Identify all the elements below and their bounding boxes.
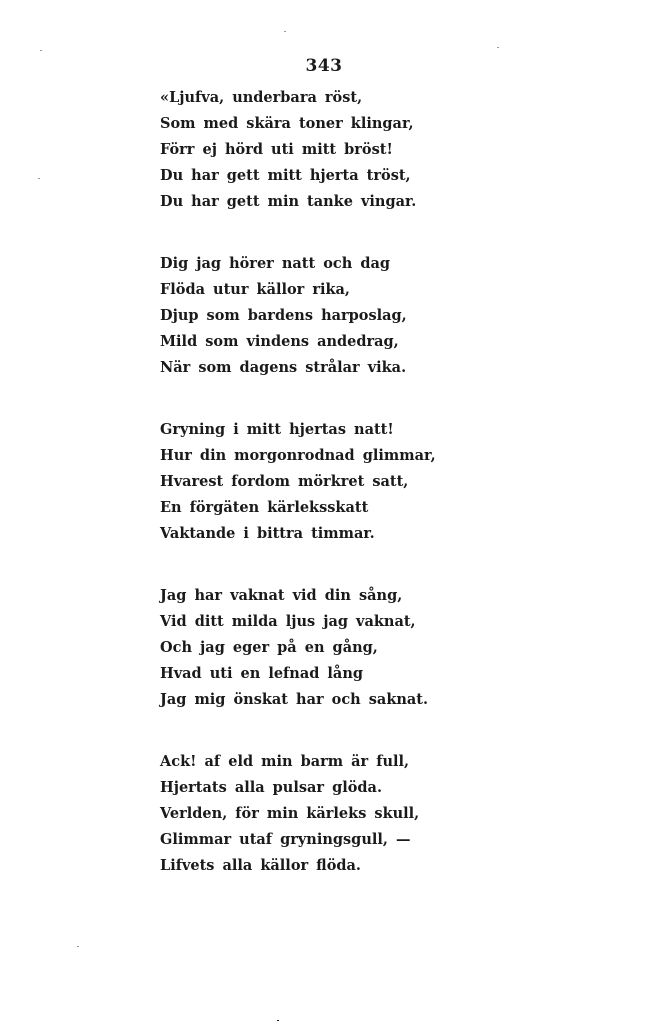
verse-line: Flöda utur källor rika,: [160, 281, 350, 298]
verse-line: Du har gett mitt hjerta tröst,: [160, 167, 411, 184]
page-number: 343: [305, 56, 343, 76]
verse-line: När som dagens strålar vika.: [160, 359, 407, 376]
verse-line: Hjertats alla pulsar glöda.: [160, 779, 383, 796]
verse-line: «Ljufva, underbara röst,: [160, 89, 363, 106]
scan-speck: [497, 47, 499, 48]
verse-line: Du har gett min tanke vingar.: [160, 193, 417, 210]
verse-line: Jag har vaknat vid din sång,: [160, 587, 403, 604]
stanza-3: [160, 417, 460, 547]
verse-line: Vid ditt milda ljus jag vaknat,: [160, 613, 416, 630]
verse-line: Jag mig önskat har och saknat.: [160, 691, 429, 708]
scan-speck: [38, 178, 40, 179]
verse-line: Mild som vindens andedrag,: [160, 333, 399, 350]
verse-line: Gryning i mitt hjertas natt!: [160, 421, 394, 438]
stanza-5: [160, 749, 460, 879]
verse-line: Vaktande i bittra timmar.: [160, 525, 375, 542]
verse-line: Dig jag hörer natt och dag: [160, 255, 391, 272]
poem: [160, 85, 460, 915]
verse-line: Verlden, för min kärleks skull,: [160, 805, 420, 822]
verse-line: Och jag eger på en gång,: [160, 639, 378, 656]
verse-line: Glimmar utaf gryningsgull, —: [160, 831, 411, 848]
scan-speck: [77, 946, 79, 947]
scan-speck: [40, 50, 42, 51]
stanza-2: [160, 251, 460, 381]
stanza-1: [160, 85, 460, 215]
scan-speck: [284, 31, 286, 32]
verse-line: Lifvets alla källor flöda.: [160, 857, 361, 874]
verse-line: Som med skära toner klingar,: [160, 115, 414, 132]
verse-line: Hvarest fordom mörkret satt,: [160, 473, 409, 490]
scan-speck: [277, 1020, 279, 1021]
verse-line: Förr ej hörd uti mitt bröst!: [160, 141, 393, 158]
verse-line: Djup som bardens harposlag,: [160, 307, 407, 324]
stanza-4: [160, 583, 460, 713]
verse-line: Hur din morgonrodnad glimmar,: [160, 447, 436, 464]
verse-line: En förgäten kärleksskatt: [160, 499, 369, 516]
verse-line: Hvad uti en lefnad lång: [160, 665, 363, 682]
verse-line: Ack! af eld min barm är full,: [160, 753, 410, 770]
